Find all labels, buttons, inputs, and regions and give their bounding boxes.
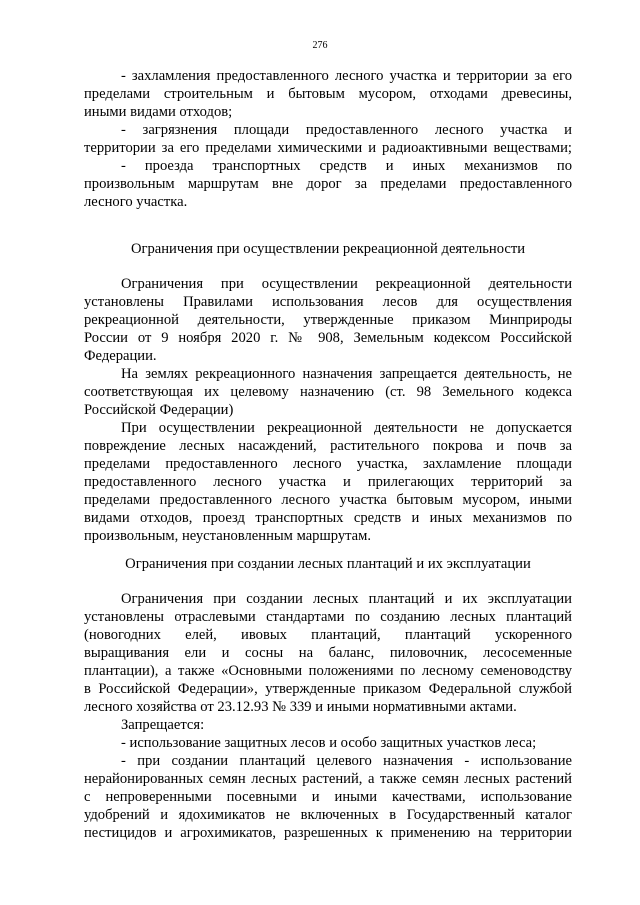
text-line: повреждение лесных насаждений, растительного покрова и почв за <box>84 438 572 454</box>
text-line: Российской Федерации) <box>84 402 234 418</box>
text-line: Запрещается: <box>121 717 205 733</box>
text-line: Федерации. <box>84 348 157 364</box>
page-number: 276 <box>312 40 328 51</box>
text-line: пределами предоставленного лесного участка бытовым мусором, иными <box>84 492 572 508</box>
text-line: На землях рекреационного назначения запрещается деятельность, не <box>121 366 572 382</box>
text-line: - при создании плантаций целевого назначения - использование <box>121 753 572 769</box>
text-line: удобрений и ядохимикатов не включенных в Государственный каталог <box>84 807 572 823</box>
text-line: в Российской Федерации», утвержденные приказом Федеральной службой <box>84 681 572 697</box>
text-line: территории за его пределами химическими и радиоактивными веществами; <box>84 140 572 156</box>
text-line: произвольным, неустановленным маршрутам. <box>84 528 372 544</box>
text-line: - проезда транспортных средств и иных механизмов по <box>121 158 572 174</box>
text-line: - загрязнения площади предоставленного лесного участка и <box>121 122 572 138</box>
text-line: пределами предоставленного лесного участка, захламление площади <box>84 456 572 472</box>
text-line: - использование защитных лесов и особо защитных участков леса; <box>121 735 537 751</box>
text-line: России от 9 ноября 2020 г. № 908, Земельным кодексом Российской <box>84 330 572 346</box>
text-line: установлены Правилами использования лесов для осуществления <box>84 294 572 310</box>
text-line: выращивания ели и сосны на баланс, пиловочник, лесосеменные <box>84 645 572 661</box>
text-line: рекреационной деятельности, утвержденные приказом Минприроды <box>84 312 572 328</box>
text-line: пределами строительным и бытовым мусором, отходами древесины, <box>84 86 572 102</box>
text-line: лесного хозяйства от 23.12.93 № 339 и иными нормативными актами. <box>84 699 517 715</box>
text-line: (новогодних елей, ивовых плантаций, плантаций ускоренного <box>84 627 572 643</box>
text-line: предоставленного лесного участка и прилегающих территорий за <box>84 474 572 490</box>
text-line: с непроверенными посевными и иными качествами, использование <box>84 789 572 805</box>
text-line: Ограничения при создании лесных плантаций и их эксплуатации <box>121 591 572 607</box>
text-line: плантации), а также «Основными положениями по лесному семеноводству <box>84 663 572 679</box>
text-line: пестицидов и агрохимикатов, разрешенных к применению на территории <box>84 825 572 841</box>
text-line: соответствующая их целевому назначению (ст. 98 Земельного кодекса <box>84 384 572 400</box>
section-heading: Ограничения при осуществлении рекреационной деятельности <box>130 241 526 257</box>
text-line: При осуществлении рекреационной деятельности не допускается <box>121 420 572 436</box>
text-line: установлены отраслевыми стандартами по созданию лесных плантаций <box>84 609 572 625</box>
text-line: иными видами отходов; <box>84 104 233 120</box>
section-heading: Ограничения при создании лесных плантаций и их эксплуатации <box>125 556 531 572</box>
text-line: видами отходов, проезд транспортных средств и иных механизмов по <box>84 510 572 526</box>
text-line: - захламления предоставленного лесного участка и территории за его <box>121 68 572 84</box>
text-line: произвольным маршрутам вне дорог за пределами предоставленного <box>84 176 572 192</box>
text-line: нерайонированных семян лесных растений, а также семян лесных растений <box>84 771 572 787</box>
text-line: Ограничения при осуществлении рекреационной деятельности <box>121 276 572 292</box>
text-line: лесного участка. <box>84 194 188 210</box>
